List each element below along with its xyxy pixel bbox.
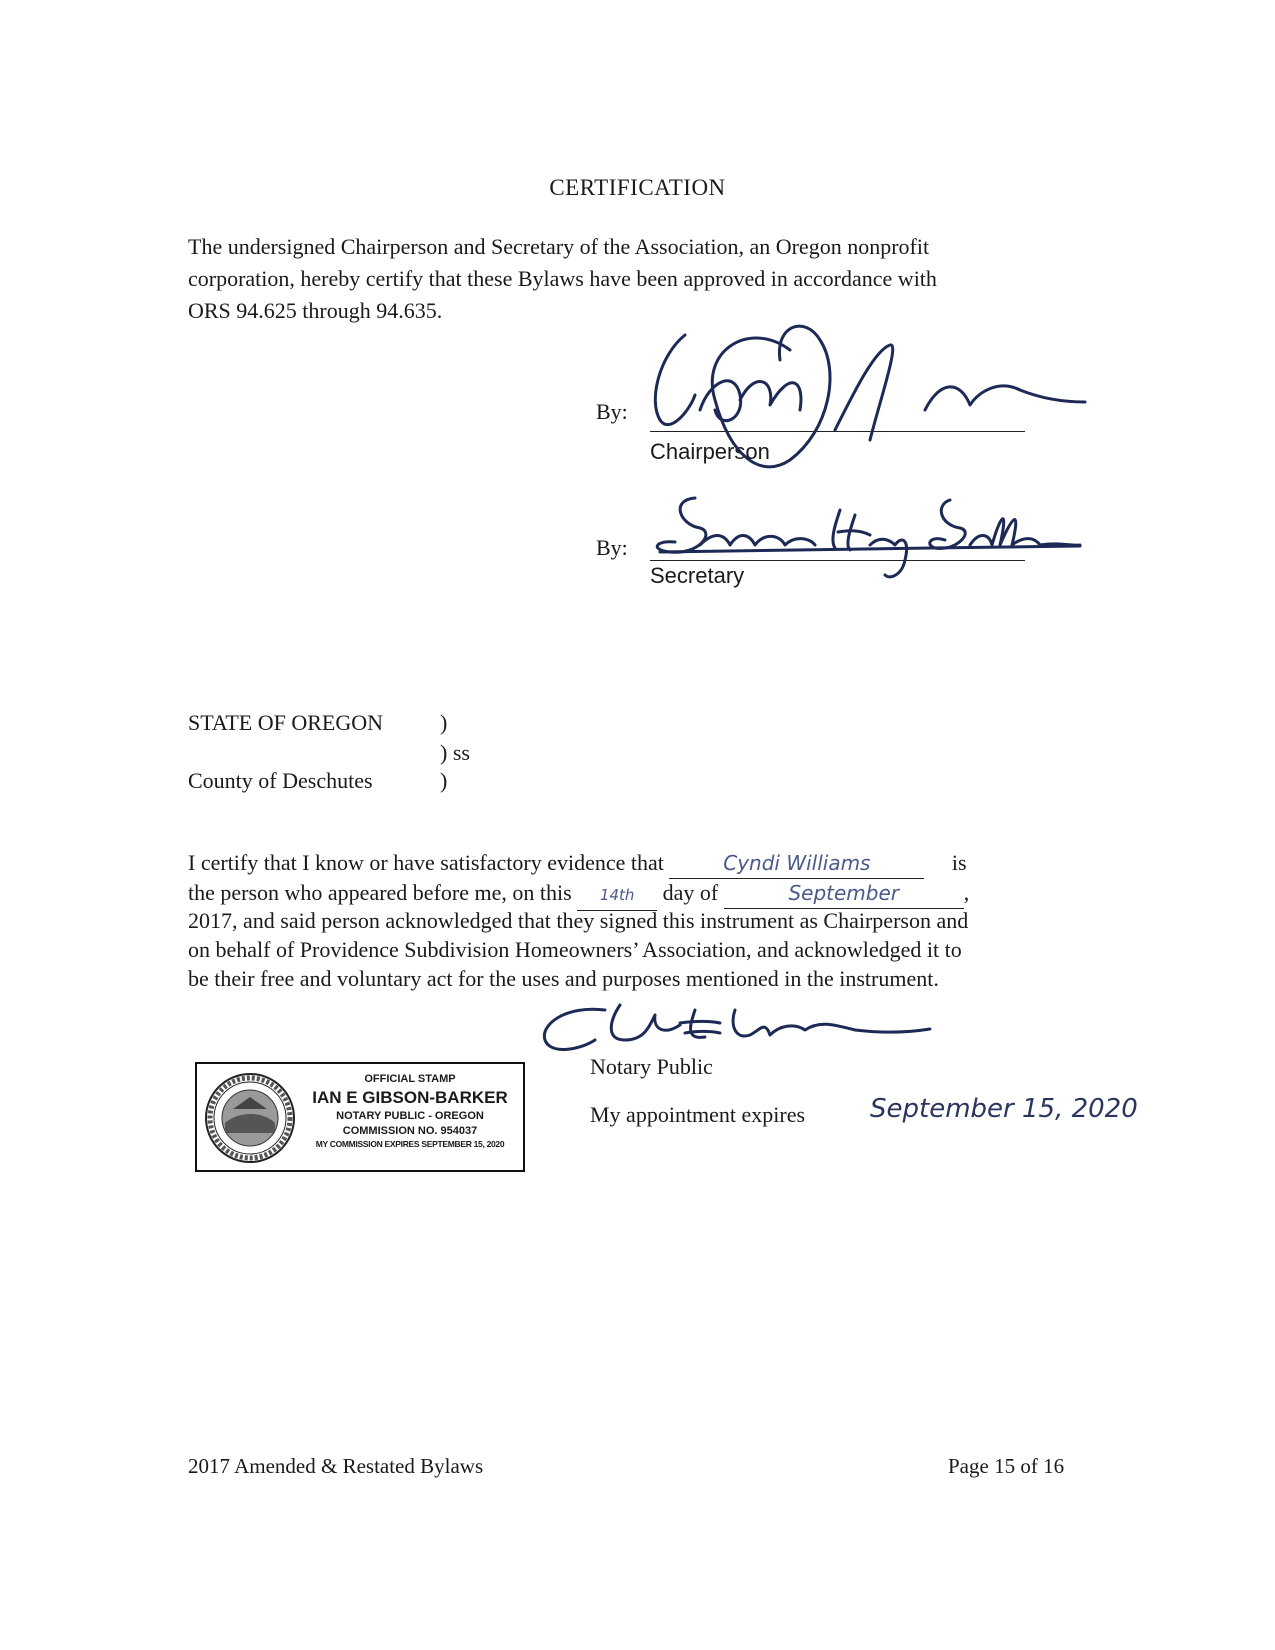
stamp-notary-name: IAN E GIBSON-BARKER (312, 1088, 508, 1107)
footer-page-number: Page 15 of 16 (948, 1454, 1065, 1478)
ack-month-value: September (724, 878, 964, 909)
venue-paren-1: ) (440, 710, 448, 735)
stamp-expiration: MY COMMISSION EXPIRES SEPTEMBER 15, 2020 (315, 1139, 505, 1149)
ack-line-1 (188, 848, 967, 879)
chair-role-label: Chairperson (650, 439, 770, 464)
ack-line-1-text: I certify that I know or have satisfactory evidence that (188, 850, 664, 875)
intro-line-3: ORS 94.625 through 94.635. (188, 298, 443, 323)
stamp-line-3: NOTARY PUBLIC - OREGON (336, 1110, 484, 1122)
notary-public-label: Notary Public (590, 1054, 713, 1079)
venue-paren-3: ) (440, 768, 448, 793)
ack-line-4: on behalf of Providence Subdivision Homeowners’ Association, and acknowledged it to (188, 937, 962, 962)
ack-line-2-comma: , (963, 880, 970, 905)
ack-line-3: 2017, and said person acknowledged that they signed this instrument as Chairperson and (188, 908, 969, 933)
secretary-by-label: By: (596, 535, 628, 560)
ack-line-5: be their free and voluntary act for the uses and purposes mentioned in the instrument. (188, 966, 939, 991)
appointment-expires-value: September 15, 2020 (870, 1094, 1138, 1124)
official-stamp (195, 1062, 525, 1172)
stamp-line-1: OFFICIAL STAMP (364, 1073, 456, 1085)
venue-ss: ) ss (440, 740, 470, 765)
ack-line-2-text: the person who appeared before me, on this (188, 880, 572, 905)
ack-line-1-end: is (951, 850, 967, 875)
chair-signature-icon (640, 310, 1100, 490)
chair-by-label: By: (596, 399, 628, 424)
secretary-role-label: Secretary (650, 563, 745, 588)
page-title: CERTIFICATION (549, 175, 726, 200)
intro-line-1: The undersigned Chairperson and Secretary of the Association, an Oregon nonprofit (188, 234, 930, 259)
oregon-state-seal-icon (203, 1071, 297, 1165)
stamp-commission-number: COMMISSION NO. 954037 (342, 1125, 478, 1137)
secretary-signature-icon (640, 490, 1090, 590)
venue-state: STATE OF OREGON (188, 710, 384, 735)
footer-document-name: 2017 Amended & Restated Bylaws (188, 1454, 484, 1478)
appointment-expires-label: My appointment expires (590, 1102, 806, 1127)
ack-signer-name: Cyndi Williams (669, 848, 924, 879)
intro-line-2: corporation, hereby certify that these Bylaws have been approved in accordance with (188, 266, 937, 291)
ack-day-of-label: day of (662, 880, 719, 905)
ack-day-value: 14th (577, 880, 657, 911)
venue-county: County of Deschutes (188, 768, 373, 793)
